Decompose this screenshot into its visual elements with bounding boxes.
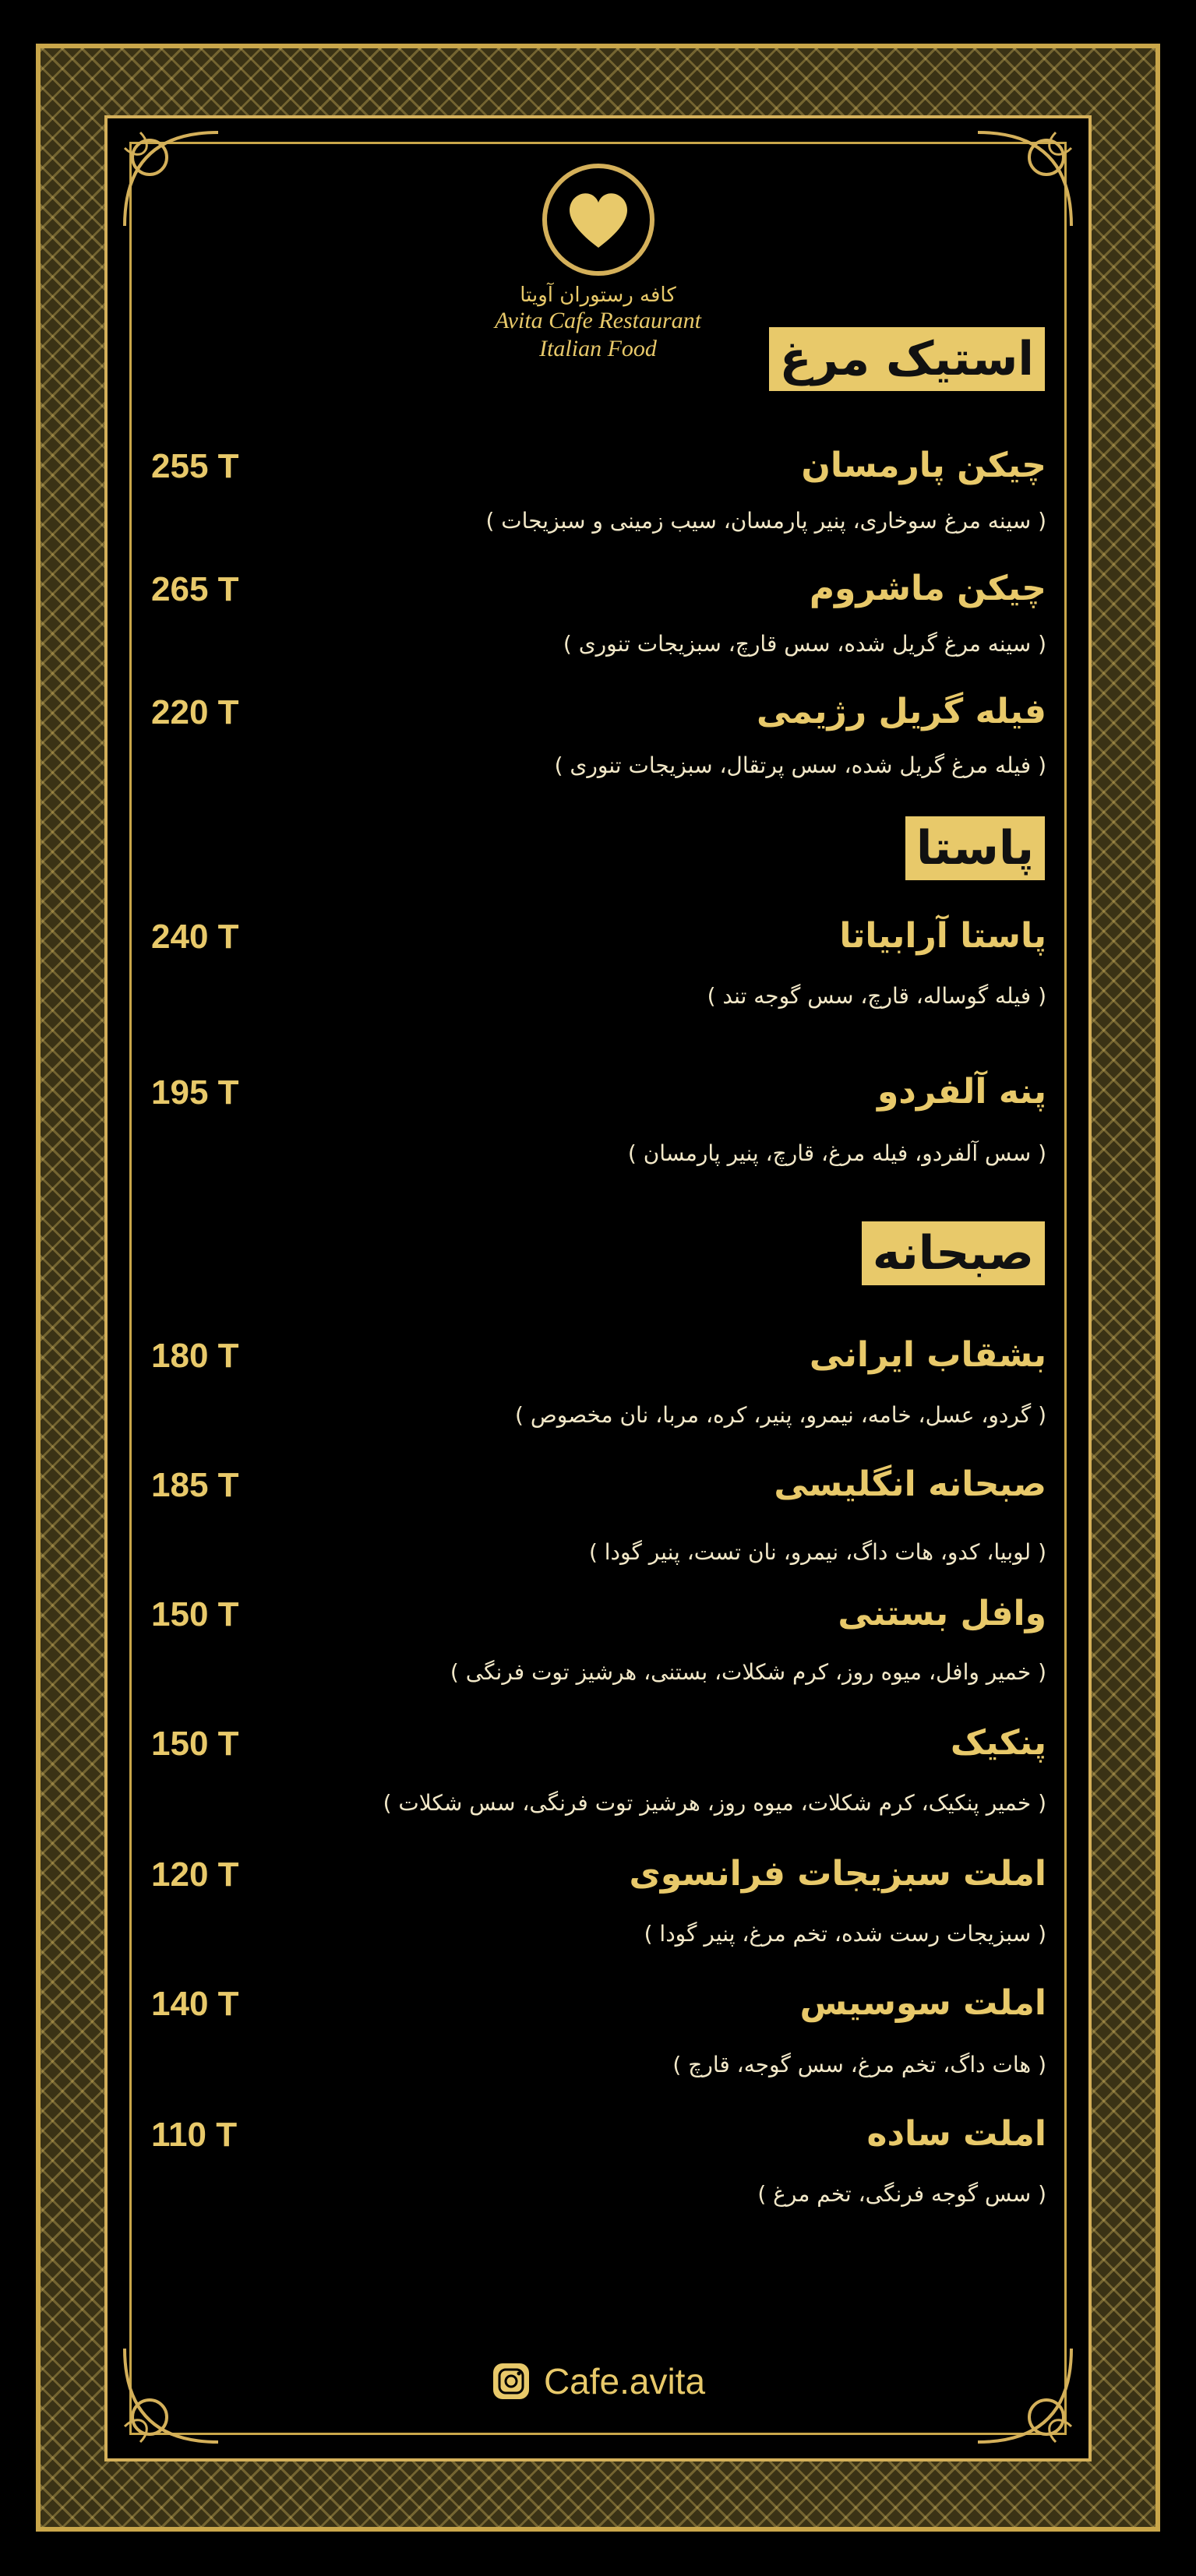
menu-item-price: 240 T — [151, 918, 239, 956]
menu-item-name: املت سبزیجات فرانسوی — [629, 1854, 1046, 1894]
footer-social — [0, 2360, 1196, 2402]
menu-item-description: ( خمیر پنکیک، کرم شکلات، میوه روز، هرشیز توت فرنگی، سس شکلات ) — [383, 1790, 1046, 1816]
menu-item-name: فیله گریل رژیمی — [756, 692, 1046, 731]
heart-icon — [563, 189, 633, 251]
menu-item-price: 220 T — [151, 693, 239, 731]
menu-item-description: ( سینه مرغ سوخاری، پنیر پارمسان، سیب زمینی و سبزیجات ) — [485, 508, 1046, 534]
menu-item-description: ( سبزیجات رست شده، تخم مرغ، پنیر گودا ) — [644, 1921, 1046, 1947]
menu-item-price: 110 T — [151, 2116, 238, 2154]
brand-name-fa: کافه رستوران آویتا — [520, 284, 676, 307]
menu-item-price: 120 T — [151, 1855, 239, 1894]
menu-item-name: پنکیک — [950, 1723, 1046, 1763]
menu-item-price: 265 T — [151, 570, 239, 608]
menu-item-name: صبحانه انگلیسی — [774, 1464, 1046, 1504]
menu-item-description: ( خمیر وافل، میوه روز، کرم شکلات، بستنی، هرشیز توت فرنگی ) — [450, 1659, 1046, 1685]
menu-item-price: 255 T — [151, 447, 239, 485]
menu-item-name: چیکن ماشروم — [809, 569, 1046, 608]
menu-item-description: ( سینه مرغ گریل شده، سس قارچ، سبزیجات تنوری ) — [563, 631, 1046, 657]
menu-item-price: 150 T — [151, 1725, 239, 1763]
menu-item-name: پاستا آرابیاتا — [839, 916, 1046, 956]
menu-item-price: 195 T — [151, 1073, 239, 1112]
menu-item-price: 180 T — [151, 1337, 239, 1375]
menu-item-description: ( گردو، عسل، خامه، نیمرو، پنیر، کره، مربا، نان مخصوص ) — [515, 1402, 1046, 1428]
menu-item-name: املت سوسیس — [799, 1983, 1046, 2023]
menu-item-name: پنه آلفردو — [877, 1072, 1046, 1112]
menu-item-price: 185 T — [151, 1466, 239, 1504]
menu-item-name: وافل بستنی — [838, 1594, 1046, 1633]
menu-item-description: ( فیله مرغ گریل شده، سس پرتقال، سبزیجات تنوری ) — [554, 752, 1046, 778]
inner-frame-line — [129, 142, 1067, 2435]
instagram-handle[interactable]: Cafe.avita — [543, 2361, 706, 2402]
menu-item-description: ( سس گوجه فرنگی، تخم مرغ ) — [757, 2181, 1046, 2207]
instagram-icon[interactable] — [491, 2361, 531, 2402]
menu-item-name: بشقاب ایرانی — [809, 1335, 1046, 1375]
logo-ring — [542, 164, 654, 276]
menu-item-price: 140 T — [151, 1985, 239, 2023]
brand-tagline: Italian Food — [539, 336, 657, 361]
menu-item-name: چیکن پارمسان — [801, 446, 1046, 485]
menu-item-name: املت ساده — [866, 2114, 1046, 2154]
menu-item-price: 150 T — [151, 1595, 239, 1633]
menu-item-description: ( لوبیا، کدو، هات داگ، نیمرو، نان تست، پنیر گودا ) — [588, 1539, 1046, 1565]
menu-item-description: ( سس آلفردو، فیله مرغ، قارچ، پنیر پارمسان ) — [627, 1140, 1046, 1166]
section-title-chicken-steak: استیک مرغ — [769, 327, 1045, 391]
section-title-pasta: پاستا — [905, 816, 1045, 880]
menu-item-description: ( هات داگ، تخم مرغ، سس گوجه، قارچ ) — [672, 2052, 1046, 2077]
menu-item-description: ( فیله گوساله، قارچ، سس گوجه تند ) — [707, 983, 1046, 1009]
section-title-breakfast: صبحانه — [862, 1221, 1045, 1285]
brand-name-en: Avita Cafe Restaurant — [495, 308, 701, 333]
